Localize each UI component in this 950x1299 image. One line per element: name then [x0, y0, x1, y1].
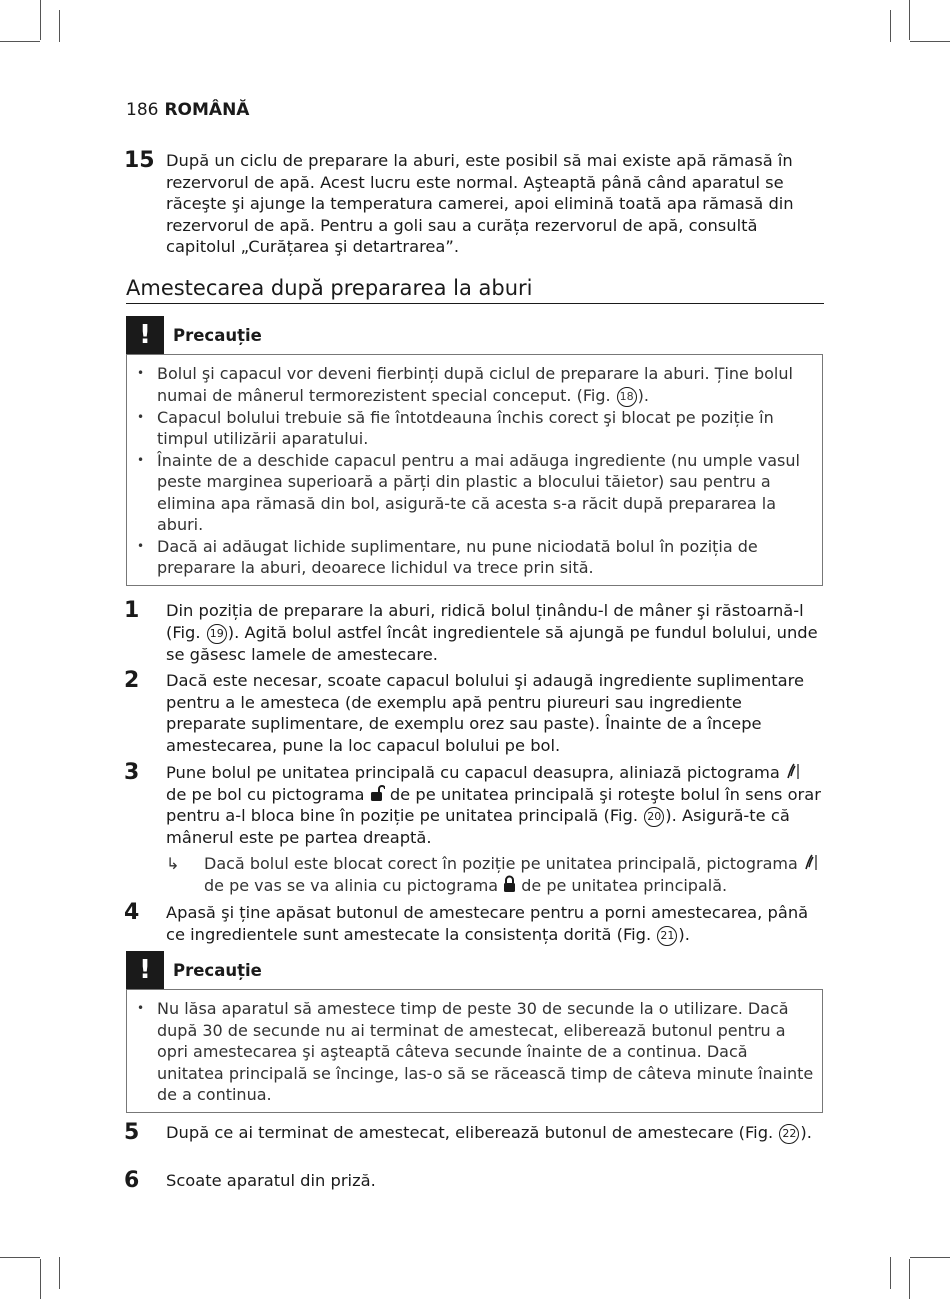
step-1: 1 Din poziția de preparare la aburi, ridică bolul ținându-l de mâner şi răstoarnă-l (Fig. 19 ). Agită bolul astfel încât ingredientele să ajungă pe fundul bolului, unde se găsesc lamele de amestecare.: [124, 598, 818, 664]
step-number: 2: [124, 668, 140, 693]
caution-item: • Capacul bolului trebuie să fie întotdeauna închis corect şi blocat pe poziție în timpul utilizării aparatului.: [157, 407, 814, 450]
exclamation-icon: !: [126, 951, 164, 989]
caution-box-1: [126, 316, 823, 586]
language-label: ROMÂNĂ: [164, 100, 250, 120]
step-text: După un ciclu de preparare la aburi, este posibil să mai existe apă rămasă în rezervorul de apă. Acest lucru este normal. Aşteaptă până când aparatul se răceşte şi ajunge la temperatura camerei, apoi elimină toată apa rămasă din rezervorul de apă. Pentru a goli sau a curăța rezervorul de apă, consultă capitolul „Curățarea şi detartrarea”.: [166, 151, 794, 256]
blade-pictogram-icon: [803, 853, 819, 871]
step-number: 15: [124, 148, 155, 173]
caution-box-2: [126, 951, 823, 1113]
caution-item: • Bolul şi capacul vor deveni fierbinți după ciclul de preparare la aburi. Ține bolul numai de mânerul termorezistent special conceput. (Fig. 18 ).: [157, 363, 814, 407]
figure-ref: 20: [644, 807, 664, 827]
crop-mark: [59, 1257, 60, 1289]
page-header: [126, 100, 249, 120]
step-number: 3: [124, 760, 140, 785]
locked-padlock-icon: [503, 875, 516, 893]
step-2: [124, 670, 824, 756]
figure-ref: 22: [779, 1124, 799, 1144]
crop-mark: [910, 1257, 950, 1258]
crop-mark: [909, 0, 910, 40]
step-number: 5: [124, 1120, 140, 1145]
caution-item: • Nu lăsa aparatul să amestece timp de peste 30 de secunde la o utilizare. Dacă după 30 de secunde nu ai terminat de amestecat, eliberează butonul pentru a opri amestecarea şi aşteaptă câteva secunde înainte de a continua. Dacă unitatea principală se încinge, las-o să se răcească timp de câteva minute înainte de a continua.: [157, 998, 814, 1106]
result-arrow-icon: ↳: [166, 854, 180, 873]
crop-mark: [890, 10, 891, 42]
step-text: Scoate aparatul din priză.: [166, 1171, 376, 1190]
figure-ref: 21: [657, 926, 677, 946]
caution-item: • Dacă ai adăugat lichide suplimentare, nu pune niciodată bolul în poziția de preparare la aburi, deoarece lichidul va trece prin sită.: [157, 536, 814, 579]
crop-mark: [40, 0, 41, 40]
caution-title: Precauție: [173, 326, 262, 345]
crop-mark: [0, 1257, 40, 1258]
section-title: Amestecarea după prepararea la aburi: [126, 276, 824, 304]
step-3-result: ↳ Dacă bolul este blocat corect în poziție pe unitatea principală, pictograma de pe vas se va alinia cu pictograma de pe unitatea principală.: [166, 853, 826, 896]
crop-mark: [40, 1259, 41, 1299]
figure-ref: 19: [207, 624, 227, 644]
step-number: 4: [124, 900, 140, 925]
step-6: [124, 1170, 824, 1192]
blade-pictogram-icon: [785, 762, 801, 780]
step-number: 1: [124, 598, 140, 623]
exclamation-icon: !: [126, 316, 164, 354]
crop-mark: [910, 41, 950, 42]
crop-mark: [890, 1257, 891, 1289]
figure-ref: 18: [617, 387, 637, 407]
unlocked-padlock-icon: [370, 784, 385, 802]
caution-item: • Înainte de a deschide capacul pentru a mai adăuga ingrediente (nu umple vasul peste marginea superioară a părți din plastic a blocului tăietor) sau pentru a elimina apa rămasă din bol, asigură-te că acesta s-a răcit după prepararea la aburi.: [157, 450, 814, 536]
page-number: 186: [126, 100, 159, 120]
step-15: [124, 150, 824, 258]
step-5: 5 După ce ai terminat de amestecat, eliberează butonul de amestecare (Fig. 22 ).: [124, 1120, 812, 1145]
step-3: 3 Pune bolul pe unitatea principală cu capacul deasupra, aliniază pictograma de pe bol cu pictograma de pe unitatea principală şi roteşte bolul în sens orar pentru a-l bloca bine în poziție pe unitatea principală (Fig. 20 ). Asigură-te că mânerul este pe partea dreaptă.: [124, 760, 821, 847]
step-4: 4 Apasă şi ține apăsat butonul de amestecare pentru a porni amestecarea, până ce ingredientele sunt amestecate la consistența dorită (Fig. 21 ).: [124, 900, 809, 944]
step-text: Dacă este necesar, scoate capacul bolului şi adaugă ingrediente suplimentare pentru a le amesteca (de exemplu apă pentru piureuri sau ingrediente preparate suplimentare, de exemplu orez sau paste). Înainte de a începe amestecarea, pune la loc capacul bolului pe bol.: [166, 671, 805, 755]
step-number: 6: [124, 1168, 140, 1193]
crop-mark: [909, 1259, 910, 1299]
crop-mark: [0, 41, 40, 42]
caution-title: Precauție: [173, 961, 262, 980]
crop-mark: [59, 10, 60, 42]
